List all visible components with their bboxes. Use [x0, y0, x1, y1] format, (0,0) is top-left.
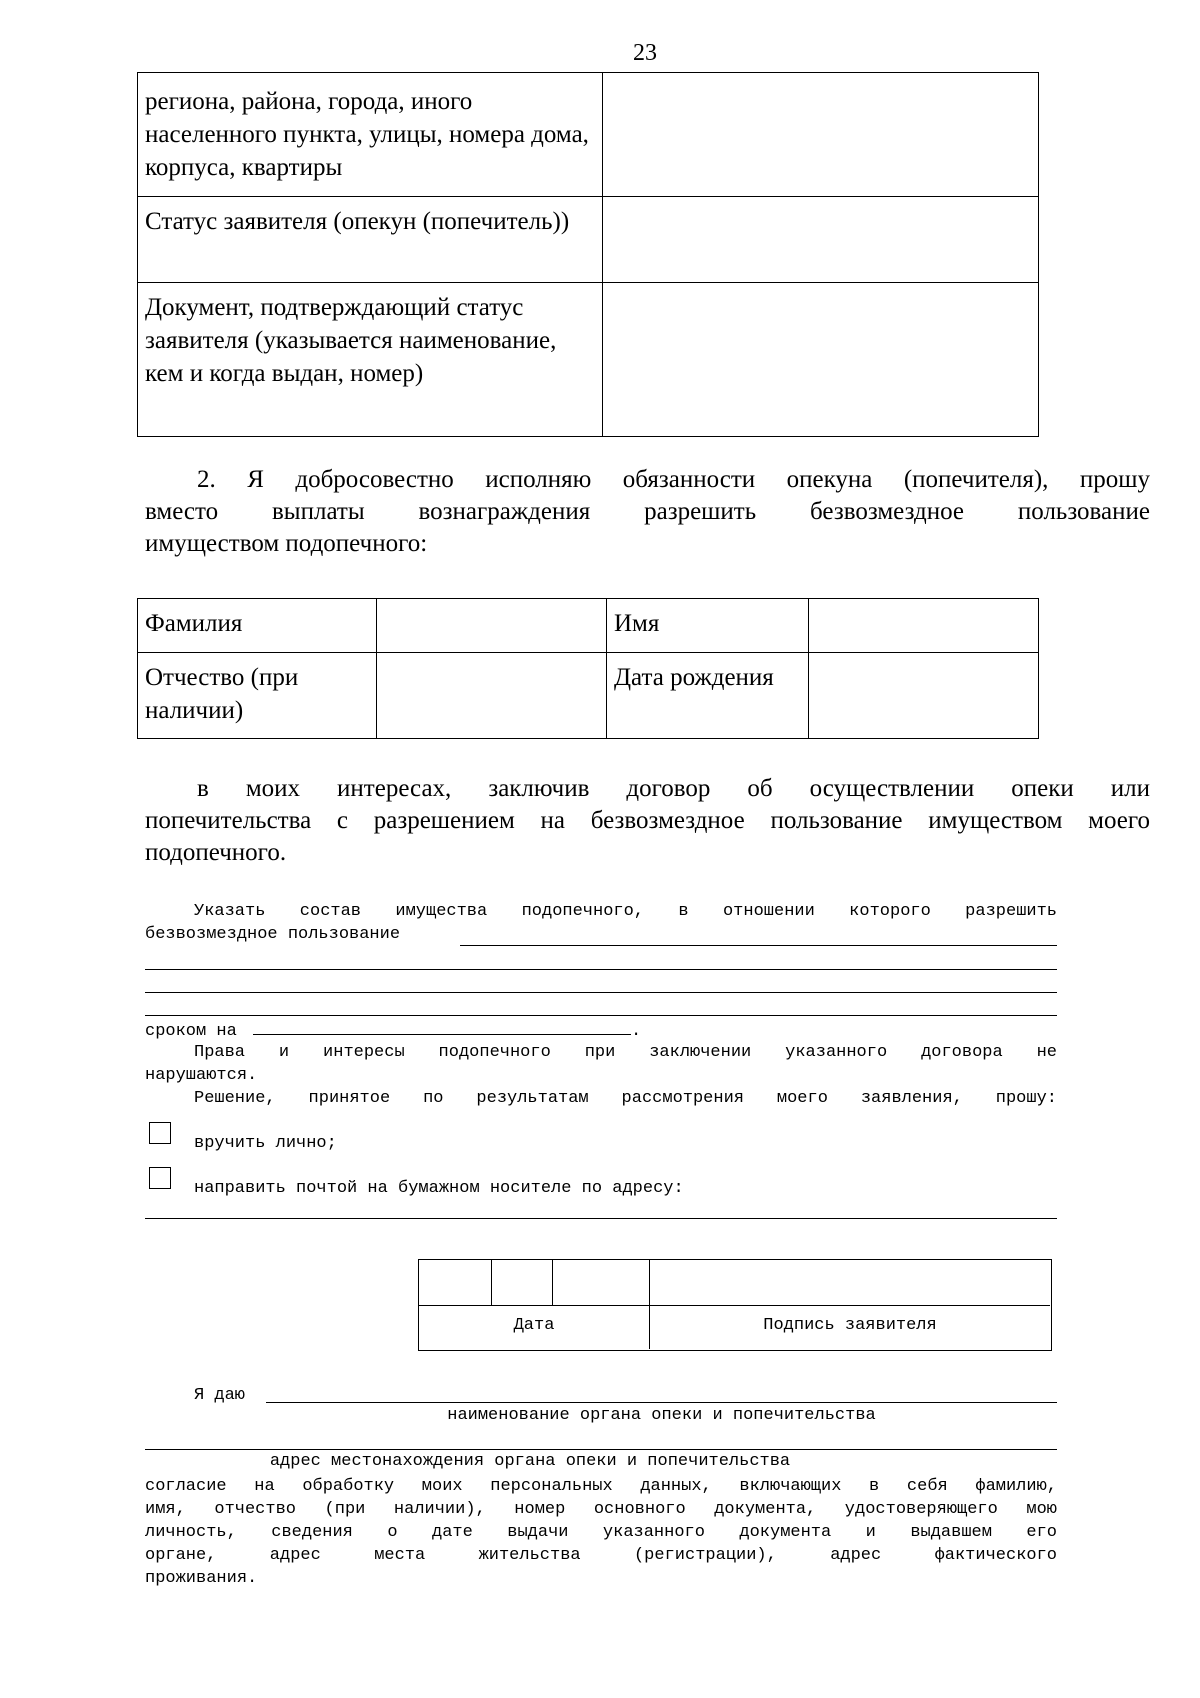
authority-name-input-line[interactable]: [266, 1402, 1057, 1403]
signature-box-divider: [419, 1305, 1050, 1306]
property-input-line[interactable]: [460, 945, 1057, 946]
birthdate-field[interactable]: [809, 653, 1039, 739]
term-suffix: .: [631, 1022, 642, 1041]
rights-line-1: Права и интересы подопечного при заключении указанного договора не: [194, 1043, 1057, 1062]
consent-line-2: имя, отчество (при наличии), номер основного документа, удостоверяющего мою: [145, 1500, 1057, 1519]
property-input-line[interactable]: [145, 992, 1057, 993]
property-usage-label: безвозмездное пользование: [145, 925, 401, 944]
rights-statement: [145, 1041, 1057, 1064]
interest-line-3: подопечного.: [145, 839, 287, 866]
property-input-line[interactable]: [145, 969, 1057, 970]
property-instruction: [145, 900, 1057, 923]
decision-intro-text: Решение, принятое по результатам рассмотрения моего заявления, прошу:: [194, 1089, 1057, 1108]
address-value-field[interactable]: [603, 73, 1039, 197]
table-row: [138, 73, 1039, 197]
interest-paragraph: [145, 773, 1150, 869]
applicant-status-label: Статус заявителя (опекун (попечитель)): [138, 197, 603, 283]
page-number: 23: [633, 40, 657, 66]
authority-address-input-line[interactable]: [145, 1449, 1057, 1450]
surname-field[interactable]: [377, 599, 607, 653]
date-day-field[interactable]: [419, 1260, 491, 1305]
birthdate-label: Дата рождения: [607, 653, 809, 739]
surname-label: Фамилия: [138, 599, 377, 653]
mail-delivery-label: направить почтой на бумажном носителе по адресу:: [194, 1179, 684, 1198]
table-row: [138, 599, 1039, 653]
name-field[interactable]: [809, 599, 1039, 653]
status-document-label: Документ, подтверждающий статус заявителя (указывается наименование, кем и когда выдан, номер): [138, 283, 603, 437]
interest-line-2: попечительства с разрешением на безвозмездное пользование имуществом моего: [145, 807, 1150, 834]
mail-address-input-line[interactable]: [145, 1218, 1057, 1219]
date-year-field[interactable]: [553, 1260, 649, 1305]
consent-line-4: органе, адрес места жительства (регистрации), адрес фактического: [145, 1546, 1057, 1565]
mail-delivery-checkbox[interactable]: [149, 1167, 171, 1189]
signature-date-box: [418, 1259, 1052, 1351]
applicant-status-field[interactable]: [603, 197, 1039, 283]
request-paragraph: [145, 464, 1150, 560]
patronymic-field[interactable]: [377, 653, 607, 739]
property-line-1: Указать состав имущества подопечного, в отношении которого разрешить: [194, 902, 1057, 921]
request-line-2: вместо выплаты вознаграждения разрешить безвозмездное пользование: [145, 498, 1150, 525]
table-row: [138, 653, 1039, 739]
table-row: [138, 197, 1039, 283]
term-row: [145, 1018, 1057, 1043]
term-input-line[interactable]: [253, 1018, 631, 1035]
rights-line-2: нарушаются.: [145, 1066, 258, 1085]
hand-delivery-checkbox[interactable]: [149, 1122, 171, 1144]
status-document-field[interactable]: [603, 283, 1039, 437]
ward-info-table: [137, 598, 1039, 739]
applicant-info-table: [137, 72, 1039, 437]
consent-line-3: личность, сведения о дате выдачи указанного документа и выдавшем его: [145, 1523, 1057, 1542]
authority-name-caption: наименование органа опеки и попечительства: [447, 1406, 876, 1425]
decision-intro: [145, 1087, 1057, 1110]
consent-line-5: проживания.: [145, 1569, 258, 1588]
hand-delivery-label: вручить лично;: [194, 1134, 337, 1153]
consent-prefix: Я даю: [194, 1386, 246, 1405]
term-prefix: сроком на: [145, 1022, 237, 1041]
signature-label: Подпись заявителя: [763, 1316, 937, 1335]
date-month-field[interactable]: [492, 1260, 552, 1305]
consent-line-1: согласие на обработку моих персональных данных, включающих в себя фамилию,: [145, 1477, 1057, 1496]
consent-text: [145, 1475, 1057, 1590]
name-label: Имя: [607, 599, 809, 653]
property-input-line[interactable]: [145, 1015, 1057, 1016]
signature-field[interactable]: [650, 1260, 1050, 1305]
address-label: региона, района, города, иного населенного пункта, улицы, номера дома, корпуса, квартиры: [138, 73, 603, 197]
patronymic-label: Отчество (при наличии): [138, 653, 377, 739]
request-line-1: 2. Я добросовестно исполняю обязанности опекуна (попечителя), прошу: [197, 466, 1150, 493]
authority-address-caption: адрес местонахождения органа опеки и попечительства: [269, 1452, 791, 1471]
interest-line-1: в моих интересах, заключив договор об осуществлении опеки или: [197, 775, 1150, 802]
request-line-3: имуществом подопечного:: [145, 530, 428, 557]
date-label: Дата: [513, 1316, 555, 1335]
table-row: [138, 283, 1039, 437]
